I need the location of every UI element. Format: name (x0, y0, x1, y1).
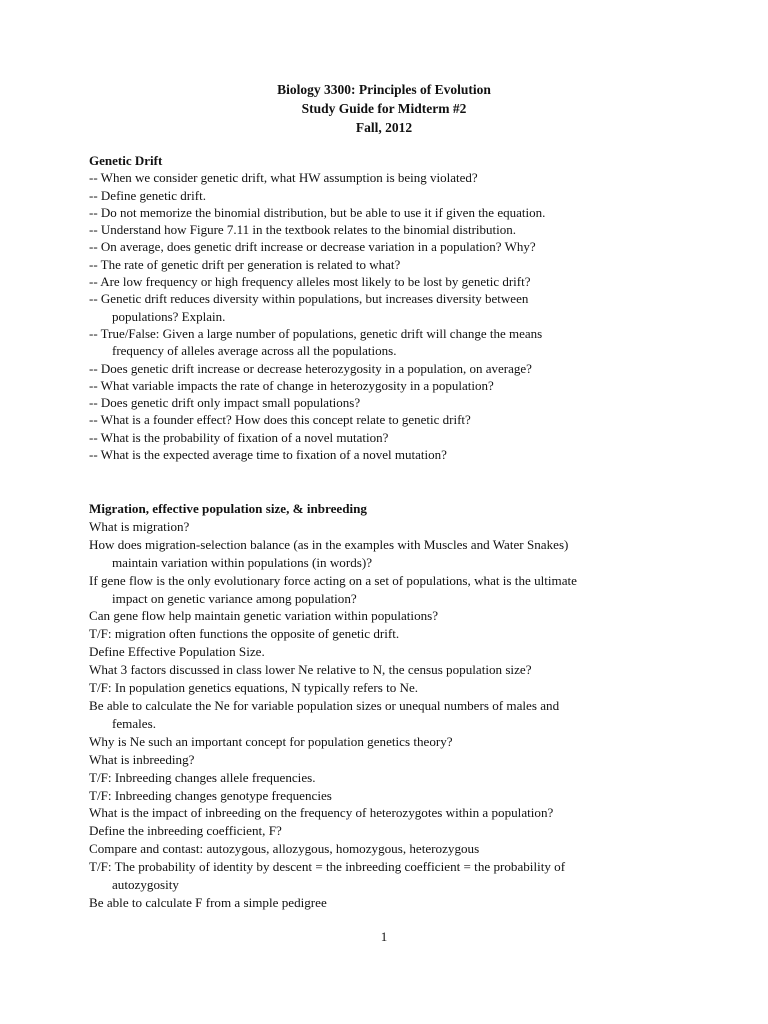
question-item (89, 394, 689, 411)
question-continuation: autozygosity (112, 877, 179, 893)
question-item (89, 769, 689, 787)
question-item (89, 360, 689, 377)
question-text: Can gene flow help maintain genetic variation within populations? (89, 608, 439, 624)
question-item (89, 679, 689, 697)
question-text: -- Does genetic drift only impact small populations? (89, 395, 361, 411)
question-item (89, 840, 689, 858)
section-title: Migration, effective population size, & inbreeding (89, 501, 367, 516)
question-text: Define the inbreeding coefficient, F? (89, 823, 282, 839)
question-list (89, 169, 689, 463)
page-number: 1 (380, 929, 388, 944)
term-title: Fall, 2012 (355, 120, 413, 135)
question-item (89, 822, 689, 840)
question-text: Be able to calculate F from a simple pedigree (89, 894, 327, 910)
question-item (89, 697, 689, 733)
question-text: T/F: Inbreeding changes allele frequencies. (89, 769, 316, 785)
section-genetic-drift (89, 152, 689, 463)
question-text: Compare and contast: autozygous, allozygous, homozygous, heterozygous (89, 841, 480, 857)
question-continuation: maintain variation within populations (in words)? (112, 554, 373, 570)
question-text: If gene flow is the only evolutionary force acting on a set of populations, what is the ultimate (89, 572, 577, 588)
question-item (89, 804, 689, 822)
question-item (89, 204, 689, 221)
question-item (89, 238, 689, 255)
question-item (89, 894, 689, 912)
question-text: How does migration-selection balance (as in the examples with Muscles and Water Snakes) (89, 536, 569, 552)
question-text: -- Genetic drift reduces diversity within populations, but increases diversity between (89, 291, 529, 307)
question-item (89, 607, 689, 625)
question-text: -- When we consider genetic drift, what HW assumption is being violated? (89, 170, 478, 186)
question-text: -- What is the expected average time to fixation of a novel mutation? (89, 447, 447, 463)
question-text: T/F: The probability of identity by descent = the inbreeding coefficient = the probability of (89, 859, 566, 875)
question-item (89, 625, 689, 643)
question-text: -- Define genetic drift. (89, 187, 206, 203)
question-text: What 3 factors discussed in class lower Ne relative to N, the census population size? (89, 662, 532, 678)
question-text: -- Does genetic drift increase or decrease heterozygosity in a population, on average? (89, 360, 532, 376)
question-item (89, 256, 689, 273)
question-text: Why is Ne such an important concept for population genetics theory? (89, 733, 453, 749)
question-item (89, 536, 689, 572)
question-item (89, 446, 689, 463)
question-item (89, 733, 689, 751)
question-text: T/F: In population genetics equations, N typically refers to Ne. (89, 680, 419, 696)
question-item (89, 169, 689, 186)
question-item (89, 221, 689, 238)
guide-title: Study Guide for Midterm #2 (301, 101, 467, 116)
question-item (89, 751, 689, 769)
question-text: Be able to calculate the Ne for variable population sizes or unequal numbers of males and (89, 697, 560, 713)
question-text: Define Effective Population Size. (89, 644, 265, 660)
question-text: -- What variable impacts the rate of change in heterozygosity in a population? (89, 377, 494, 393)
section-title: Genetic Drift (89, 153, 163, 168)
question-text: -- What is a founder effect? How does this concept relate to genetic drift? (89, 412, 471, 428)
course-title: Biology 3300: Principles of Evolution (277, 82, 491, 97)
question-item (89, 325, 689, 360)
question-continuation: frequency of alleles average across all the populations. (112, 343, 397, 359)
question-text: -- True/False: Given a large number of populations, genetic drift will change the means (89, 325, 543, 341)
question-item (89, 661, 689, 679)
question-text: -- Do not memorize the binomial distribution, but be able to use it if given the equation. (89, 204, 546, 220)
question-list (89, 518, 689, 912)
question-item (89, 411, 689, 428)
question-item (89, 518, 689, 536)
question-text: What is migration? (89, 518, 190, 534)
question-text: What is inbreeding? (89, 751, 195, 767)
document-header (0, 80, 768, 137)
question-continuation: females. (112, 715, 156, 731)
question-text: -- What is the probability of fixation of a novel mutation? (89, 429, 389, 445)
question-text: -- Understand how Figure 7.11 in the textbook relates to the binomial distribution. (89, 222, 517, 238)
question-text: -- The rate of genetic drift per generation is related to what? (89, 256, 401, 272)
question-item (89, 187, 689, 204)
question-text: T/F: migration often functions the opposite of genetic drift. (89, 626, 400, 642)
question-item (89, 429, 689, 446)
question-item (89, 858, 689, 894)
question-text: What is the impact of inbreeding on the frequency of heterozygotes within a population? (89, 805, 554, 821)
question-item (89, 787, 689, 805)
question-text: -- Are low frequency or high frequency alleles most likely to be lost by genetic drift? (89, 274, 531, 290)
question-item (89, 290, 689, 325)
question-item (89, 643, 689, 661)
question-continuation: impact on genetic variance among population? (112, 590, 357, 606)
section-migration (89, 500, 689, 912)
question-text: -- On average, does genetic drift increase or decrease variation in a population? Why? (89, 239, 536, 255)
question-item (89, 572, 689, 608)
question-text: T/F: Inbreeding changes genotype frequencies (89, 787, 332, 803)
question-continuation: populations? Explain. (112, 308, 226, 324)
question-item (89, 273, 689, 290)
question-item (89, 377, 689, 394)
